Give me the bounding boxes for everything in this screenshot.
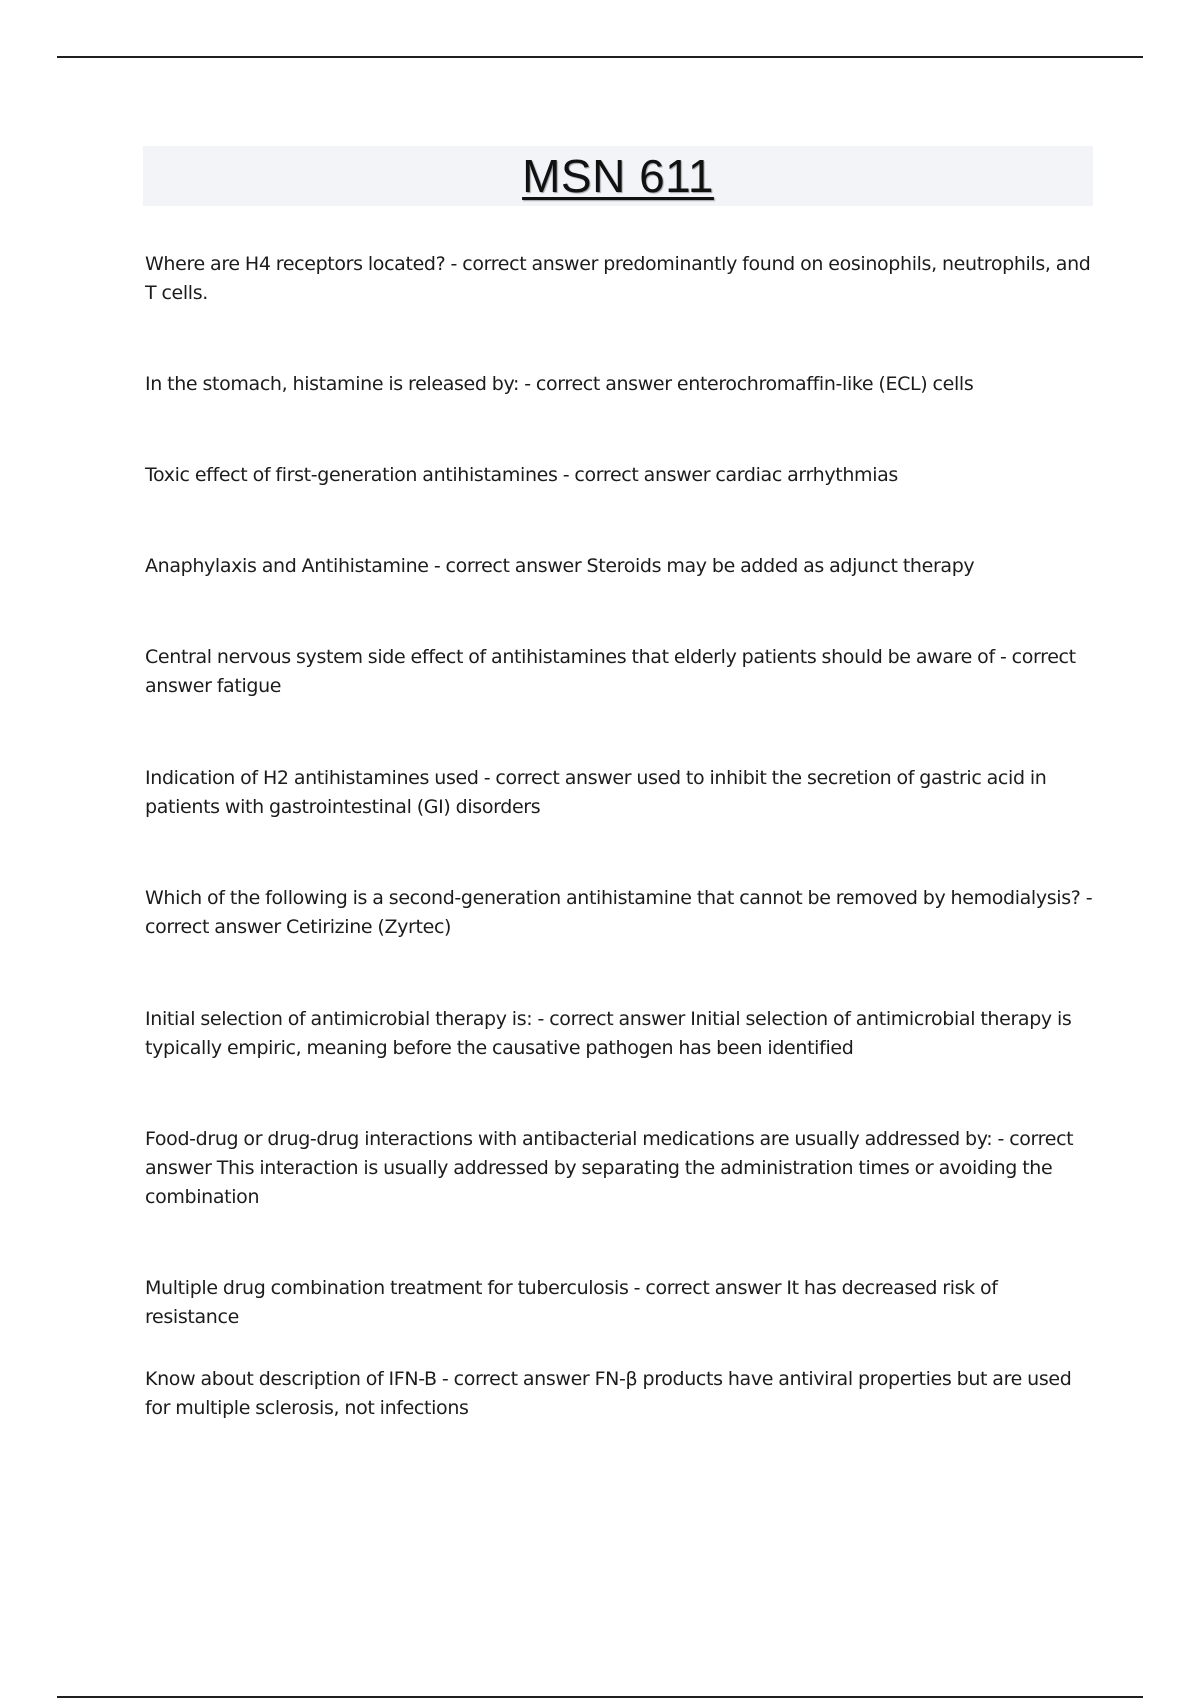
qa-item-3: Toxic effect of first-generation antihistamines - correct answer cardiac arrhythmias <box>145 464 898 486</box>
qa-item-8: Initial selection of antimicrobial therapy is: - correct answer Initial selection of antimicrobial therapy is typically empiric, meaning before the causative pathogen has been identified <box>145 1008 1072 1059</box>
page-title: MSN 611 <box>522 150 714 202</box>
bottom-rule <box>57 1696 1143 1698</box>
qa-item-1: Where are H4 receptors located? - correct answer predominantly found on eosinophils, neutrophils, and T cells. <box>145 253 1091 304</box>
qa-item-7: Which of the following is a second-generation antihistamine that cannot be removed by hemodialysis? - correct answer Cetirizine (Zyrtec) <box>145 887 1093 938</box>
top-rule <box>57 56 1143 58</box>
qa-item-6: Indication of H2 antihistamines used - correct answer used to inhibit the secretion of gastric acid in patients with gastrointestinal (GI) disorders <box>145 767 1047 818</box>
qa-item-9: Food-drug or drug-drug interactions with antibacterial medications are usually addressed by: - correct answer This interaction is usually addressed by separating the administration times or avoiding the combination <box>145 1128 1074 1208</box>
qa-item-4: Anaphylaxis and Antihistamine - correct answer Steroids may be added as adjunct therapy <box>145 555 975 577</box>
qa-item-10: Multiple drug combination treatment for tuberculosis - correct answer It has decreased risk of resistance <box>145 1277 998 1328</box>
title-band <box>143 146 1093 206</box>
qa-item-2: In the stomach, histamine is released by: - correct answer enterochromaffin-like (ECL) cells <box>145 373 974 395</box>
qa-item-5: Central nervous system side effect of antihistamines that elderly patients should be aware of - correct answer fatigue <box>145 646 1076 697</box>
qa-item-11: Know about description of IFN-B - correct answer FN-β products have antiviral properties but are used for multiple sclerosis, not infections <box>145 1368 1072 1419</box>
